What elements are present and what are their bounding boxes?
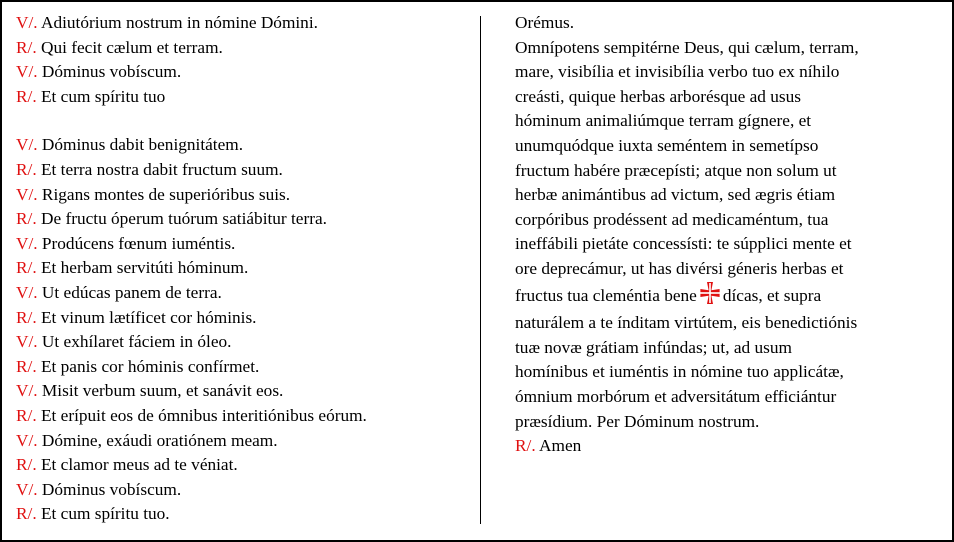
versicle-text: Dóminus vobíscum.	[37, 62, 182, 82]
versicle-text: Et cum spíritu tuo	[36, 86, 166, 106]
prayer-line: mare, visibília et invisibília verbo tuo ex níhilo	[515, 62, 840, 82]
versicle-line	[16, 330, 471, 355]
versicle-line	[16, 36, 471, 61]
prayer-line: præsídium. Per Dóminum nostrum.	[515, 411, 760, 431]
response-marker: R/.	[16, 159, 37, 179]
versicle-line	[16, 85, 471, 110]
prayer-line: unumquódque iuxta seméntem in semetípso	[515, 135, 819, 155]
versicle-text: Et clamor meus ad te véniat.	[36, 455, 238, 475]
versicle-line	[16, 11, 471, 36]
versicle-marker: V/.	[16, 282, 38, 302]
versicle-line	[16, 429, 471, 454]
response-marker: R/.	[16, 405, 37, 425]
prayer-text	[515, 36, 940, 282]
versicle-marker: V/.	[16, 479, 38, 499]
amen-text: Amen	[535, 436, 582, 456]
versicle-text: Et panis cor hóminis confírmet.	[36, 356, 260, 376]
prayer-line-cross-after: dícas, et supra	[722, 285, 822, 305]
versicle-marker: V/.	[16, 13, 38, 32]
left-column	[16, 11, 471, 527]
versicle-line	[16, 478, 471, 503]
versicle-text: Et cum spíritu tuo.	[36, 504, 170, 524]
response-marker: R/.	[16, 209, 37, 229]
response-marker: R/.	[16, 455, 37, 475]
versicle-line	[16, 281, 471, 306]
versicle-text: Ut edúcas panem de terra.	[37, 282, 222, 302]
versicle-line	[16, 306, 471, 331]
prayer-text-continued	[515, 311, 940, 434]
versicles-main	[16, 133, 471, 527]
prayer-line: ineffábili pietáte concessísti: te súpplici mente et	[515, 234, 852, 254]
prayer-line: fructum habére præcepísti; atque non solum ut	[515, 160, 837, 180]
cross-pattee-icon	[699, 282, 721, 312]
response-marker: R/.	[16, 258, 37, 278]
prayer-line: creásti, quique herbas arborésque ad usus	[515, 86, 802, 106]
versicle-text: Dómine, exáudi oratiónem meam.	[37, 430, 278, 450]
response-marker: R/.	[515, 436, 536, 456]
versicle-text: De fructu óperum tuórum satiábitur terra.	[36, 209, 327, 229]
versicle-marker: V/.	[16, 135, 38, 155]
versicle-marker: V/.	[16, 184, 38, 204]
versicle-text: Et erípuit eos de ómnibus interitiónibus eórum.	[36, 405, 367, 425]
prayer-line: naturálem a te índitam virtútem, eis benedictiónis	[515, 313, 858, 333]
prayer-line-cross-before: fructus tua cleméntia bene	[515, 285, 697, 305]
versicle-marker: V/.	[16, 381, 38, 401]
response-marker: R/.	[16, 307, 37, 327]
versicle-line	[16, 183, 471, 208]
versicle-text: Rigans montes de superióribus suis.	[37, 184, 291, 204]
response-marker: R/.	[16, 356, 37, 376]
versicle-line	[16, 158, 471, 183]
versicle-line	[16, 133, 471, 158]
versicle-line	[16, 453, 471, 478]
versicle-text: Qui fecit cælum et terram.	[36, 37, 223, 57]
versicle-marker: V/.	[16, 430, 38, 450]
versicle-line	[16, 355, 471, 380]
prayer-line: homínibus et iuméntis in nómine tuo applicátæ,	[515, 362, 844, 382]
versicle-line	[16, 379, 471, 404]
amen-response	[515, 434, 940, 459]
prayer-line: ore deprecámur, ut has divérsi géneris herbas et	[515, 258, 844, 278]
prayer-line: hóminum animaliúmque terram gígnere, et	[515, 111, 812, 131]
versicle-text: Prodúcens fœnum iuméntis.	[37, 233, 236, 253]
versicle-line	[16, 502, 471, 527]
response-marker: R/.	[16, 504, 37, 524]
versicle-marker: V/.	[16, 233, 38, 253]
prayer-line: corpóribus prodéssent ad medicaméntum, tua	[515, 209, 829, 229]
versicle-text: Dóminus dabit benignitátem.	[37, 135, 244, 155]
versicle-line	[16, 256, 471, 281]
versicle-text: Ut exhílaret fáciem in óleo.	[37, 332, 232, 352]
prayer-line-cross	[515, 282, 940, 312]
oremus-heading: Orémus.	[515, 13, 575, 32]
prayer-line: Omnípotens sempitérne Deus, qui cælum, terram,	[515, 37, 859, 57]
versicle-text: Et vinum lætíficet cor hóminis.	[36, 307, 257, 327]
block-gap	[16, 109, 471, 133]
versicle-text: Misit verbum suum, et sanávit eos.	[37, 381, 284, 401]
versicle-marker: V/.	[16, 332, 38, 352]
versicles-intro	[16, 11, 471, 109]
prayer-line: tuæ novæ grátiam infúndas; ut, ad usum	[515, 337, 792, 357]
versicle-text: Dóminus vobíscum.	[37, 479, 182, 499]
right-column	[515, 11, 940, 459]
prayer-line: ómnium morbórum et adversitátum efficiántur	[515, 386, 837, 406]
column-divider	[480, 16, 481, 524]
versicle-text: Et herbam servitúti hóminum.	[36, 258, 249, 278]
response-marker: R/.	[16, 86, 37, 106]
prayer-line: herbæ animántibus ad victum, sed ægris étiam	[515, 185, 836, 205]
versicle-text: Et terra nostra dabit fructum suum.	[36, 159, 283, 179]
versicle-line	[16, 404, 471, 429]
versicle-line	[16, 232, 471, 257]
versicle-line	[16, 207, 471, 232]
response-marker: R/.	[16, 37, 37, 57]
versicle-text: Adiutórium nostrum in nómine Dómini.	[37, 13, 318, 32]
versicle-line	[16, 60, 471, 85]
versicle-marker: V/.	[16, 62, 38, 82]
